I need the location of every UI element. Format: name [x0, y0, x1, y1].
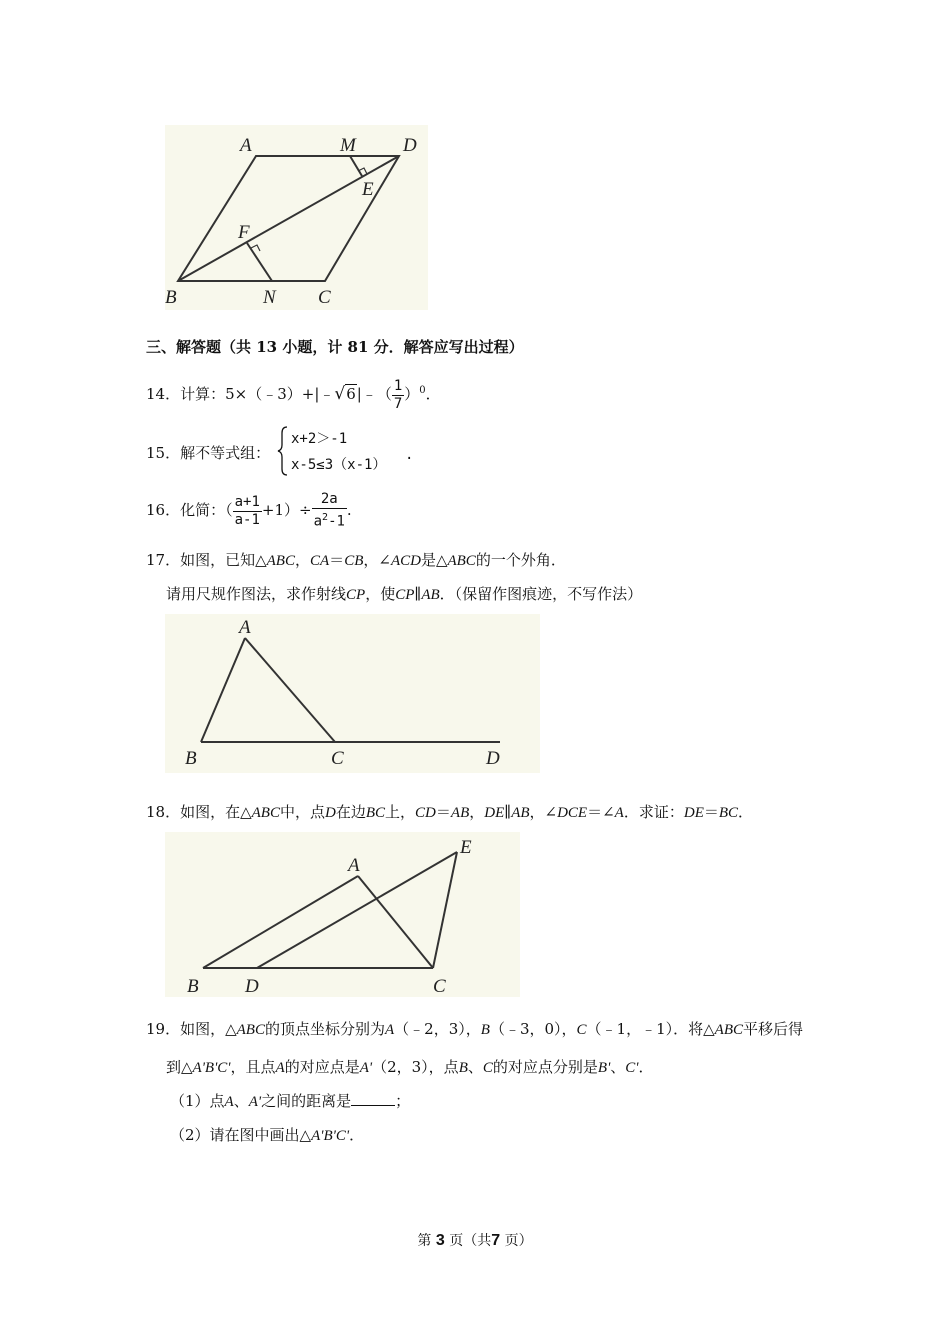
- math-var: A': [359, 1060, 373, 1076]
- text: ，∠: [529, 803, 558, 821]
- text: ．求证：: [623, 803, 684, 821]
- text: 之间的距离是: [261, 1092, 352, 1110]
- side-ac: [358, 876, 433, 968]
- question-18: [146, 801, 753, 822]
- q15-label: [146, 442, 270, 463]
- math-var: ACD: [390, 553, 421, 569]
- text: （1）点: [170, 1092, 225, 1110]
- q14-close: ）: [404, 385, 420, 403]
- math-var: AB: [450, 805, 470, 821]
- label-b: B: [187, 976, 199, 997]
- text: 到△: [166, 1058, 193, 1076]
- q16-f2-den-exp: 2: [322, 512, 329, 524]
- label-d: D: [486, 748, 500, 769]
- question-17-line-2: [166, 583, 642, 604]
- page-number: 3: [435, 1232, 445, 1249]
- math-var: C: [576, 1022, 587, 1038]
- text: 如图，已知△: [180, 551, 267, 569]
- side-ac: [245, 638, 335, 742]
- q14-fraction: [392, 378, 404, 413]
- math-var: C': [625, 1060, 639, 1076]
- q16-fraction-2: [312, 491, 347, 531]
- figure-q18: [165, 832, 520, 997]
- q16-f1-den: a-1: [234, 511, 260, 528]
- inequality-system: [277, 425, 417, 477]
- q16-end: .: [346, 501, 352, 519]
- q19-number: 19．: [146, 1020, 181, 1038]
- math-var: AB: [421, 587, 440, 603]
- math-var: B: [458, 1060, 468, 1076]
- label-c: C: [331, 748, 344, 769]
- text: 如图，△: [180, 1020, 237, 1038]
- text: ，∠: [363, 551, 391, 569]
- q16-number: 16．: [146, 501, 181, 519]
- math-var: ABC: [236, 1022, 265, 1038]
- text: （﹣2，3），: [394, 1020, 481, 1038]
- section-heading: 三、解答题（共 13 小题，计 81 分．解答应写出过程）: [146, 338, 524, 356]
- sqrt-symbol: √: [334, 384, 346, 404]
- text: ，且点: [230, 1058, 276, 1076]
- q14-frac-num: 1: [393, 377, 403, 394]
- side-ab: [201, 638, 245, 742]
- label-c: C: [318, 287, 331, 308]
- math-var: AB: [511, 805, 530, 821]
- q15-number: 15．: [146, 444, 181, 462]
- text: 、: [610, 1058, 626, 1076]
- text: 请用尺规作图法，求作射线: [166, 585, 347, 603]
- question-19-sub-1: [170, 1090, 410, 1111]
- question-16: [146, 490, 352, 530]
- footer-text: 页）: [504, 1233, 533, 1249]
- math-var: B: [480, 1022, 490, 1038]
- footer-text: 第: [417, 1233, 432, 1249]
- text: ＝: [435, 803, 451, 821]
- q16-f2-den-tail: -1: [328, 513, 345, 530]
- q16-f2-den: [312, 509, 347, 531]
- math-var: BC: [718, 805, 739, 821]
- math-var: D: [325, 805, 336, 821]
- text: ＝∠: [587, 803, 615, 821]
- label-c: C: [433, 976, 446, 997]
- text: 上，: [385, 803, 416, 821]
- q16-f2-num: 2a: [312, 491, 347, 509]
- label-a: A: [348, 855, 360, 876]
- label-n: N: [263, 287, 276, 308]
- q15-text: 解不等式组：: [180, 444, 271, 462]
- figure-q17: [165, 614, 540, 773]
- triangles-diagram: [165, 832, 520, 997]
- text: 在边: [335, 803, 366, 821]
- q17-number: 17．: [146, 551, 181, 569]
- math-var: ABC: [266, 553, 295, 569]
- total-pages: 7: [491, 1232, 501, 1249]
- q14-end: ．: [425, 385, 441, 403]
- question-14: [146, 371, 441, 411]
- text: ，: [294, 551, 310, 569]
- label-m: M: [340, 135, 356, 156]
- text: 的一个外角．: [475, 551, 566, 569]
- q18-number: 18．: [146, 803, 181, 821]
- math-var: DE: [683, 805, 704, 821]
- q15-inequality-2: x-5≤3（x-1）: [291, 457, 387, 473]
- math-var: C: [482, 1060, 493, 1076]
- q15-inequality-1: x+2＞-1: [291, 431, 348, 447]
- text: （2，3），点: [372, 1058, 459, 1076]
- text: ．: [738, 803, 754, 821]
- label-a: A: [239, 617, 251, 638]
- q16-mid: +1）÷: [261, 501, 312, 519]
- math-var: B': [597, 1060, 611, 1076]
- math-var: DE: [484, 805, 505, 821]
- text: ．: [349, 1126, 365, 1144]
- q14-frac-den: 7: [393, 395, 403, 412]
- label-e: E: [460, 837, 472, 858]
- text: （﹣3，0），: [489, 1020, 577, 1038]
- question-17-line-1: [146, 549, 566, 570]
- text: ＝: [329, 551, 345, 569]
- math-var: ABC: [251, 805, 280, 821]
- text: 的对应点分别是: [492, 1058, 598, 1076]
- text: ，使: [365, 585, 396, 603]
- math-var: CP: [395, 587, 415, 603]
- label-e: E: [362, 179, 374, 200]
- q14-radicand: 6: [346, 385, 356, 403]
- label-b: B: [165, 287, 177, 308]
- answer-blank[interactable]: [351, 1091, 395, 1106]
- math-var: ABC: [714, 1022, 744, 1038]
- label-a: A: [240, 135, 252, 156]
- text: ．: [638, 1058, 654, 1076]
- q14-after-sqrt: |﹣（: [356, 385, 392, 403]
- text: （﹣1，﹣1）．将△: [586, 1020, 715, 1038]
- text: （2）请在图中画出△: [170, 1126, 312, 1144]
- label-d: D: [245, 976, 259, 997]
- math-var: A: [275, 1060, 285, 1076]
- text: 如图，在△: [180, 803, 252, 821]
- text: 中，点: [279, 803, 325, 821]
- q14-exponent: 0: [419, 385, 426, 396]
- triangle-abc-diagram: [165, 614, 540, 773]
- text: ．（保留作图痕迹，不写作法）: [439, 585, 643, 603]
- math-var: CB: [344, 553, 364, 569]
- text: ∥: [414, 585, 422, 603]
- page-footer: [0, 1230, 950, 1250]
- question-19-sub-2: [170, 1124, 364, 1145]
- diagonal-bd: [178, 156, 399, 281]
- math-var: A: [224, 1094, 234, 1110]
- q16-text: 化简：（: [180, 501, 233, 519]
- label-d: D: [403, 135, 417, 156]
- label-f: F: [238, 222, 250, 243]
- text: ；: [395, 1092, 411, 1110]
- text: ∥: [504, 803, 512, 821]
- math-var: A'B'C': [192, 1060, 231, 1076]
- text: ＝: [703, 803, 719, 821]
- text: 的对应点是: [284, 1058, 360, 1076]
- math-var: A: [385, 1022, 395, 1038]
- q14-prefix: 计算：5×（﹣3）+|﹣: [180, 385, 335, 403]
- math-var: BC: [365, 805, 386, 821]
- q16-fraction-1: [233, 494, 262, 529]
- math-var: CA: [310, 553, 330, 569]
- side-ec: [433, 852, 457, 968]
- brace-icon: [277, 425, 289, 477]
- math-var: CP: [346, 587, 366, 603]
- parallelogram-diagram: [165, 125, 428, 310]
- math-var: CD: [415, 805, 436, 821]
- math-var: A: [614, 805, 624, 821]
- q15-end: .: [405, 447, 414, 463]
- math-var: DCE: [557, 805, 588, 821]
- text: ，: [469, 803, 485, 821]
- text: 、: [233, 1092, 249, 1110]
- label-b: B: [185, 748, 197, 769]
- text: 平移后得: [743, 1020, 804, 1038]
- q16-f1-num: a+1: [234, 493, 260, 510]
- q14-number: 14．: [146, 385, 181, 403]
- text: 是△: [420, 551, 448, 569]
- text: 的顶点坐标分别为: [264, 1020, 385, 1038]
- footer-text: 页（共: [449, 1233, 492, 1249]
- segment-me: [350, 156, 362, 176]
- text: 、: [467, 1058, 483, 1076]
- figure-parallelogram: [165, 125, 428, 310]
- question-19-line-1: [146, 1018, 803, 1039]
- math-var: A': [248, 1094, 262, 1110]
- question-19-line-2: [166, 1056, 654, 1077]
- math-var: A'B'C': [311, 1128, 350, 1144]
- q16-f2-den-base: a: [313, 513, 323, 530]
- math-var: ABC: [447, 553, 476, 569]
